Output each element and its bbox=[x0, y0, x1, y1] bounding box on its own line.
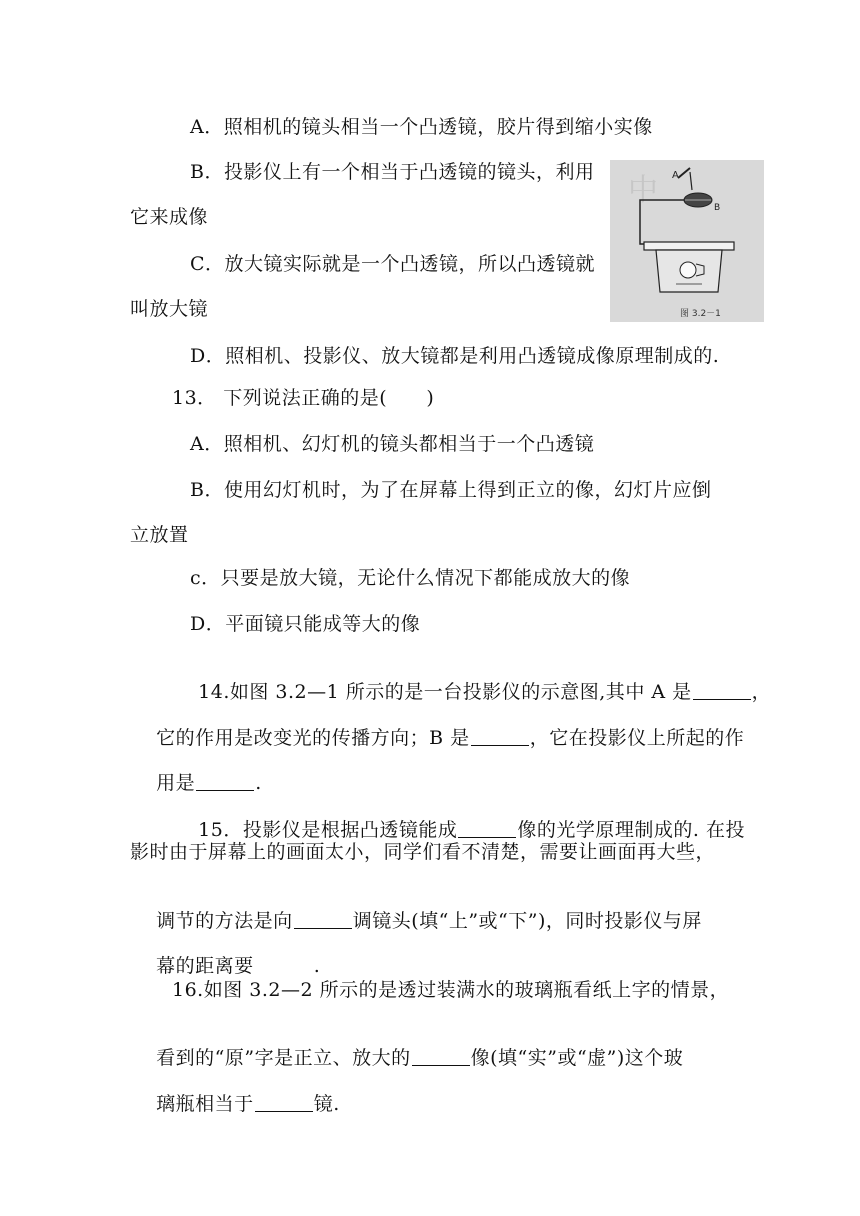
q13-option-b-line2: 立放置 bbox=[130, 524, 189, 546]
q14-line3-text: 用是 bbox=[156, 772, 196, 794]
q12-option-b-line1: B．投影仪上有一个相当于凸透镜的镜头，利用 bbox=[190, 161, 595, 183]
q13-option-c: c．只要是放大镜，无论什么情况下都能成放大的像 bbox=[190, 567, 631, 589]
projector-figure bbox=[610, 160, 764, 322]
figure-label-a: A bbox=[672, 170, 679, 181]
figure-watermark: 中 bbox=[628, 173, 658, 208]
q14-blank-c[interactable] bbox=[196, 772, 254, 791]
q12-option-a: A．照相机的镜头相当一个凸透镜，胶片得到缩小实像 bbox=[190, 116, 653, 138]
q13-option-d: D．平面镜只能成等大的像 bbox=[190, 613, 421, 635]
q12-option-d: D．照相机、投影仪、放大镜都是利用凸透镜成像原理制成的. bbox=[190, 345, 720, 367]
q14-line2-text: 它的作用是改变光的传播方向；B 是 bbox=[156, 727, 470, 749]
q16-line3 bbox=[130, 1068, 340, 1140]
projector-diagram bbox=[610, 160, 764, 322]
figure-label-b: B bbox=[714, 203, 721, 213]
q15-blank-a[interactable] bbox=[458, 819, 516, 838]
q16-blank-a[interactable] bbox=[412, 1047, 470, 1066]
q13-option-b-line1: B．使用幻灯机时，为了在屏幕上得到正立的像，幻灯片应倒 bbox=[190, 479, 712, 501]
q14-line1-text: 14.如图 3.2—1 所示的是一台投影仪的示意图,其中 A 是 bbox=[198, 681, 692, 703]
figure-caption: 图 3.2－1 bbox=[680, 309, 721, 319]
q13-stem: 13． 下列说法正确的是( ) bbox=[172, 387, 435, 409]
q15-line3-tail: 调镜头(填“上”或“下”)，同时投影仪与屏 bbox=[352, 910, 702, 932]
q13-option-a: A．照相机、幻灯机的镜头都相当于一个凸透镜 bbox=[190, 433, 595, 455]
q12-option-b-line2: 它来成像 bbox=[130, 206, 209, 228]
q12-option-c-line2: 叫放大镜 bbox=[130, 298, 209, 320]
q14-blank-b[interactable] bbox=[471, 727, 529, 746]
q16-line2-tail: 像(填“实”或“虚”)这个玻 bbox=[470, 1047, 684, 1069]
q14-line2-tail: ，它在投影仪上所起的作 bbox=[529, 727, 745, 749]
q14-line1-tail: ， bbox=[751, 681, 772, 703]
q15-line1-text: 15．投影仪是根据凸透镜能成 bbox=[198, 819, 458, 841]
q15-line4-text: 幕的距离要 bbox=[156, 955, 254, 977]
q15-line4-tail: . bbox=[313, 955, 321, 977]
q14-blank-a[interactable] bbox=[693, 681, 751, 700]
q15-line2: 影时由于屏幕上的画面太小，同学们看不清楚，需要让画面再大些， bbox=[130, 841, 716, 863]
q15-blank-c[interactable] bbox=[255, 956, 313, 974]
q16-line2-text: 看到的“原”字是正立、放大的 bbox=[156, 1047, 411, 1069]
q15-line3-text: 调节的方法是向 bbox=[156, 910, 293, 932]
q15-blank-b[interactable] bbox=[294, 910, 352, 929]
q15-line1-tail: 像的光学原理制成的. 在投 bbox=[517, 819, 745, 841]
q16-blank-b[interactable] bbox=[255, 1093, 313, 1112]
q14-line3-tail: . bbox=[255, 772, 262, 794]
q12-option-c-line1: C．放大镜实际就是一个凸透镜，所以凸透镜就 bbox=[190, 253, 596, 275]
q16-line1: 16.如图 3.2—2 所示的是透过装满水的玻璃瓶看纸上字的情景， bbox=[172, 979, 730, 1001]
q16-line3-text: 璃瓶相当于 bbox=[156, 1093, 254, 1115]
q16-line3-tail: 镜. bbox=[313, 1093, 340, 1115]
